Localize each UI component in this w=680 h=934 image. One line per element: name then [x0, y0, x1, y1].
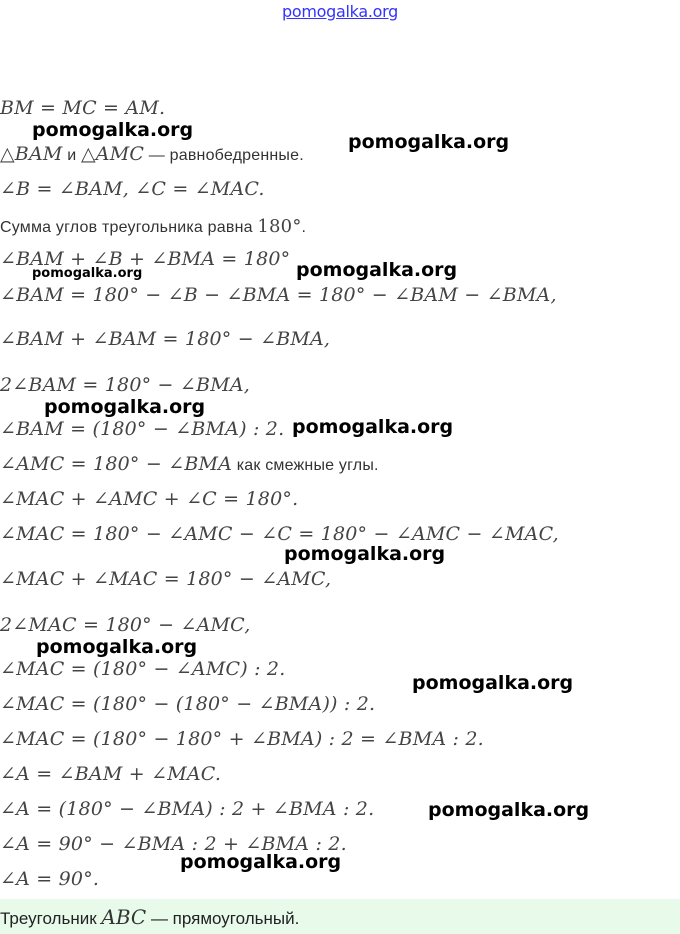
solution-line-8: 2∠BAM = 180° − ∠BMA, [0, 374, 251, 396]
line-4-text: Сумма углов треугольника равна [0, 219, 258, 236]
solution-line-15: ∠MAC = (180° − ∠AMC) : 2. [0, 658, 286, 680]
solution-line-4 [0, 216, 306, 237]
solution-line-1: BM = MC = AM. [0, 97, 166, 119]
watermark: pomogalka.org [44, 396, 206, 418]
line-4-math: 180° [257, 216, 302, 237]
solution-line-10 [0, 453, 379, 475]
line-10-text: как смежные углы. [232, 457, 379, 474]
line-2-text: и [62, 147, 81, 164]
watermark: pomogalka.org [32, 119, 194, 141]
watermark: pomogalka.org [428, 799, 590, 821]
solution-line-17: ∠MAC = (180° − 180° + ∠BMA) : 2 = ∠BMA : 2. [0, 728, 484, 750]
watermark: pomogalka.org [36, 636, 198, 658]
answer-math: ABC [101, 905, 147, 929]
line-2-math: △BAM [0, 143, 63, 165]
solution-line-13: ∠MAC + ∠MAC = 180° − ∠AMC, [0, 568, 332, 590]
line-10-math: ∠AMC = 180° − ∠BMA [0, 453, 233, 475]
watermark: pomogalka.org [32, 266, 143, 281]
solution-line-21: ∠A = 90°. [0, 868, 100, 890]
solution-line-2 [0, 143, 304, 165]
answer-text-2: — прямоугольный. [146, 909, 300, 928]
answer-text [0, 905, 299, 929]
solution-line-12: ∠MAC = 180° − ∠AMC − ∠C = 180° − ∠AMC − ∠MAC, [0, 523, 559, 545]
watermark: pomogalka.org [412, 672, 574, 694]
solution-line-6: ∠BAM = 180° − ∠B − ∠BMA = 180° − ∠BAM − ∠BMA, [0, 284, 557, 306]
solution-line-14: 2∠MAC = 180° − ∠AMC, [0, 614, 251, 636]
watermark: pomogalka.org [348, 131, 510, 153]
solution-line-3: ∠B = ∠BAM, ∠C = ∠MAC. [0, 178, 265, 200]
solution-line-11: ∠MAC + ∠AMC + ∠C = 180°. [0, 488, 299, 510]
line-2-text-2: — равнобедренные. [144, 147, 304, 164]
site-link[interactable]: pomogalka.org [282, 2, 398, 21]
solution-line-16: ∠MAC = (180° − (180° − ∠BMA)) : 2. [0, 693, 376, 715]
solution-line-19: ∠A = (180° − ∠BMA) : 2 + ∠BMA : 2. [0, 798, 375, 820]
solution-line-7: ∠BAM + ∠BAM = 180° − ∠BMA, [0, 328, 331, 350]
solution-line-20: ∠A = 90° − ∠BMA : 2 + ∠BMA : 2. [0, 833, 347, 855]
solution-line-18: ∠A = ∠BAM + ∠MAC. [0, 763, 222, 785]
answer-text-1: Треугольник [0, 909, 102, 928]
watermark: pomogalka.org [284, 543, 446, 565]
watermark: pomogalka.org [292, 416, 454, 438]
line-4-text-2: . [301, 219, 307, 236]
solution-line-5: ∠BAM + ∠B + ∠BMA = 180° [0, 248, 291, 270]
watermark: pomogalka.org [296, 259, 458, 281]
watermark: pomogalka.org [180, 851, 342, 873]
solution-line-9: ∠BAM = (180° − ∠BMA) : 2. [0, 418, 285, 440]
line-2-math-2: △AMC [81, 143, 145, 165]
answer-box [0, 899, 680, 934]
